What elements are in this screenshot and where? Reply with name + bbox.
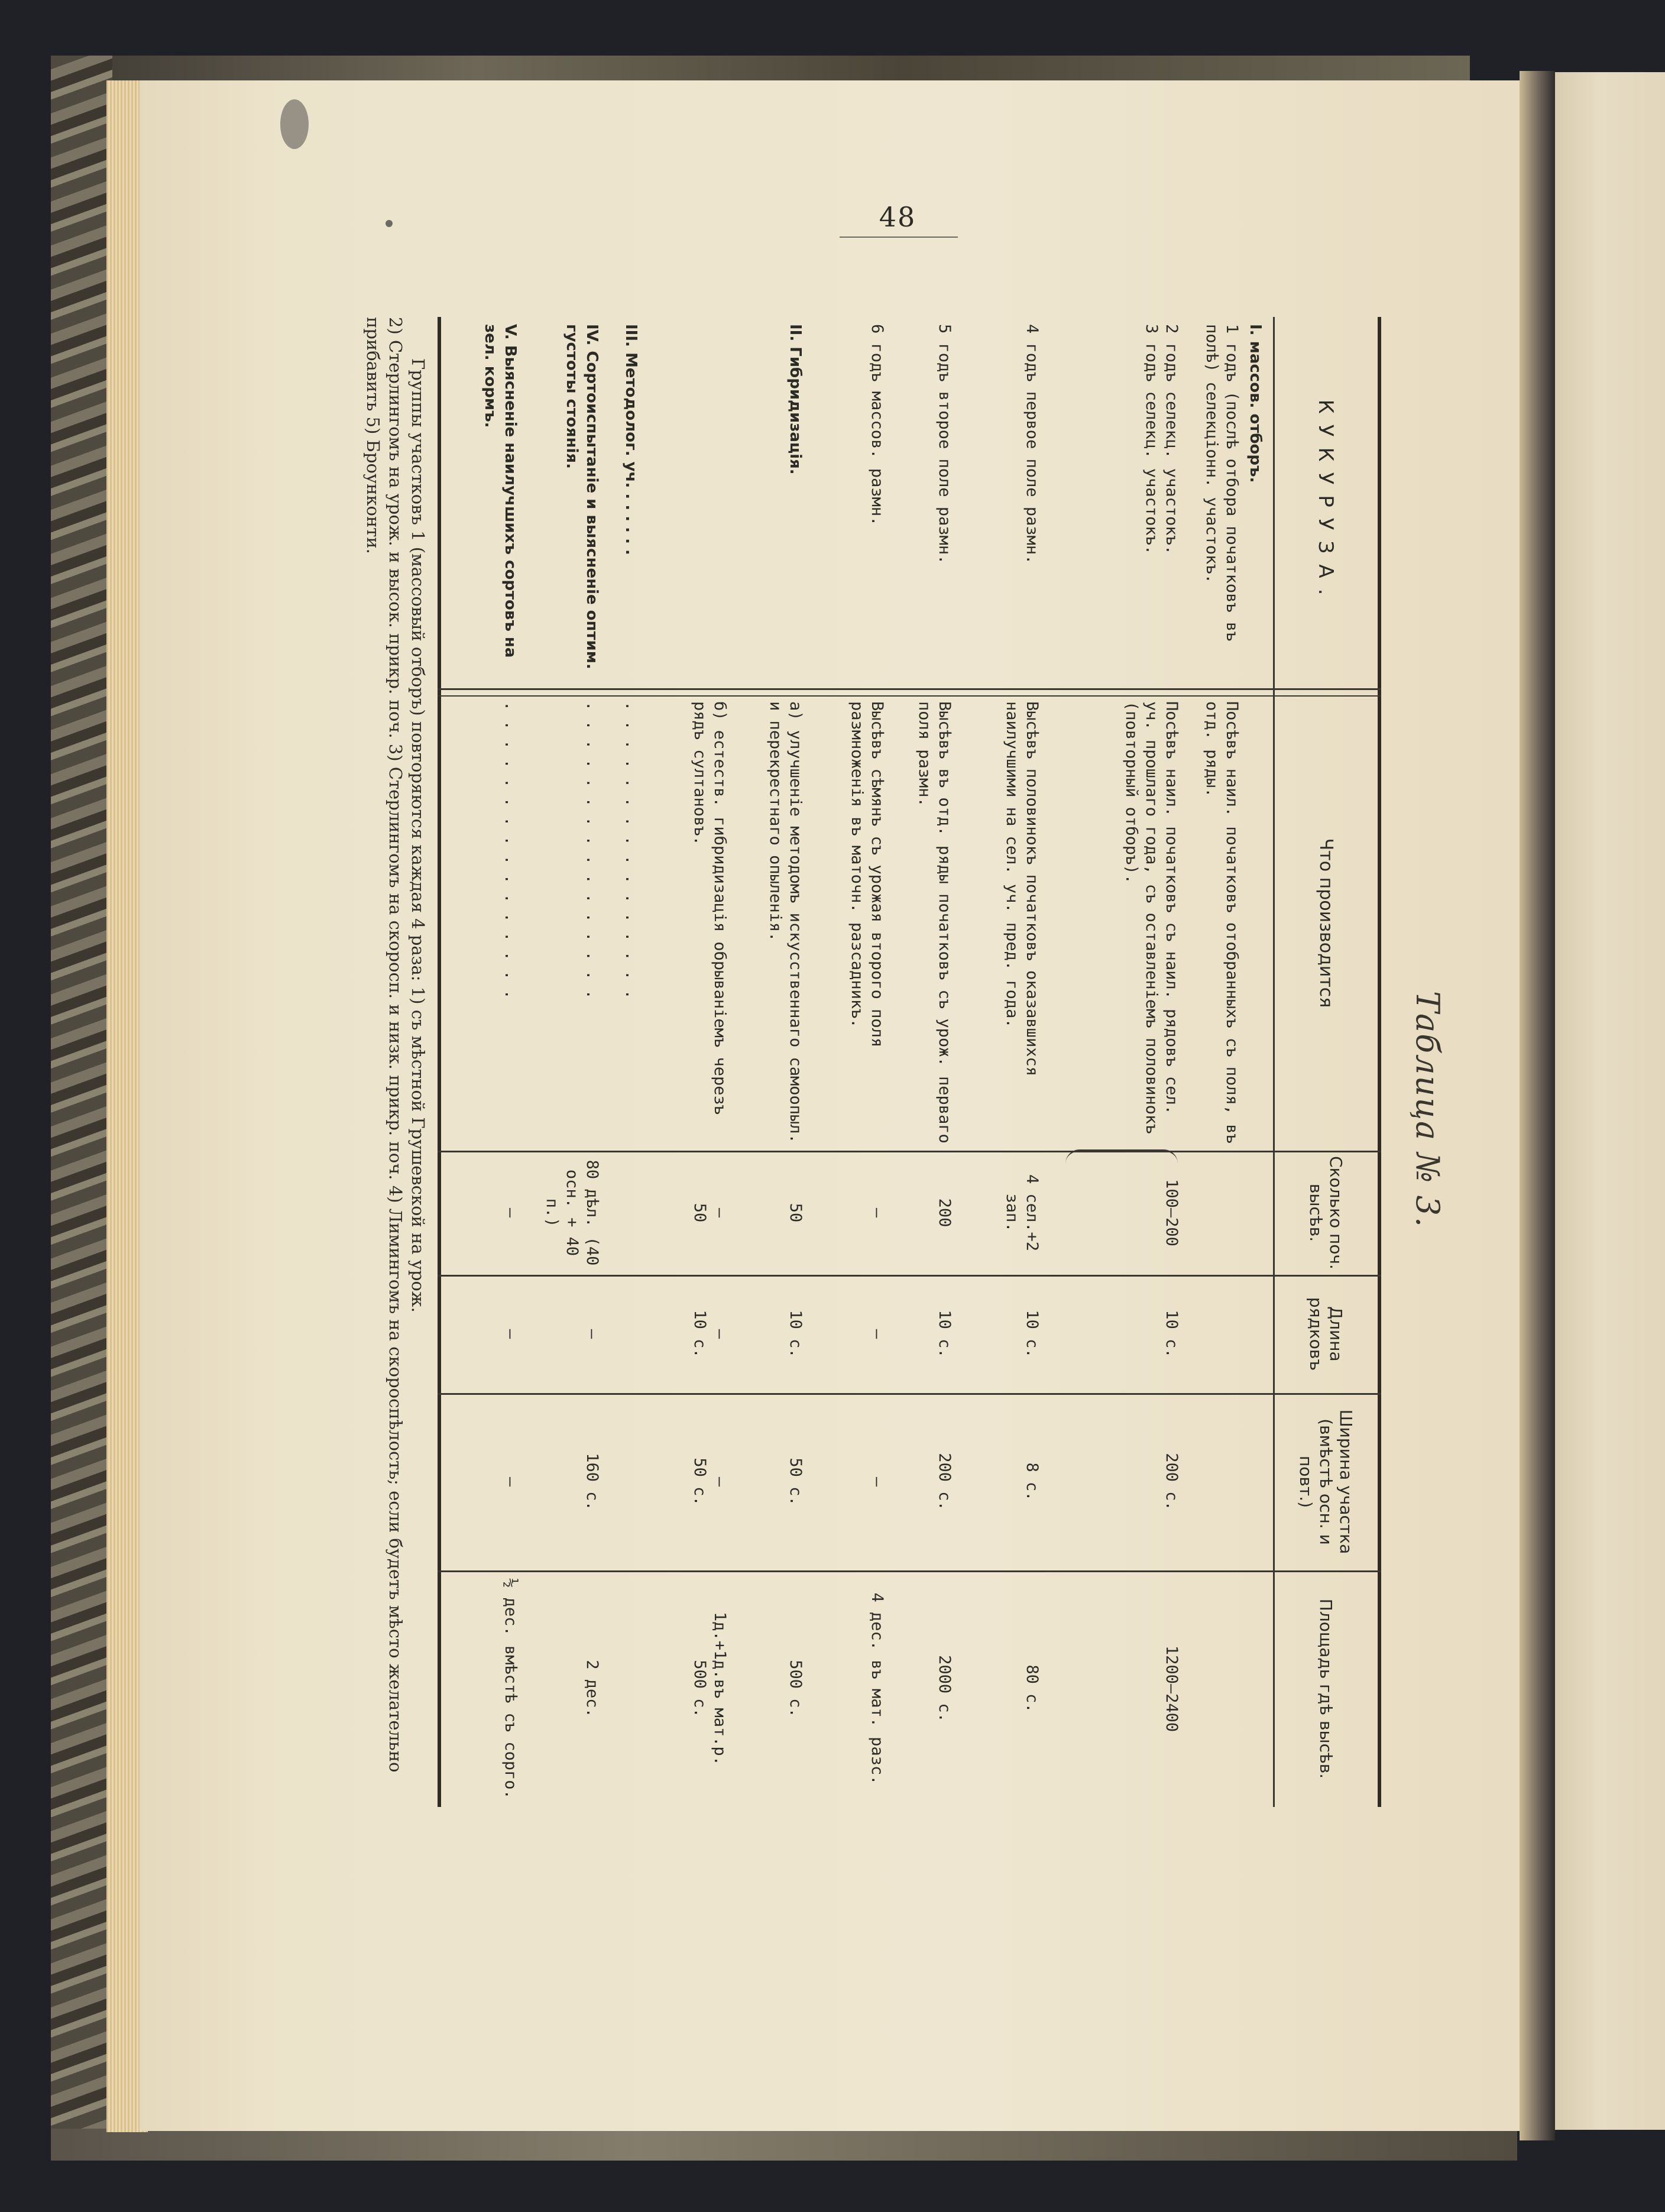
table-cell: . . . . . . . . . . . . . . . . <box>583 701 601 999</box>
table-cell: V. Выясненіе наилучшихъ сортовъ на зел. кормъ. <box>481 324 519 658</box>
table-cell: — <box>868 1476 886 1487</box>
table-cell: 5 годъ второе поле размн. <box>935 324 954 565</box>
table-cell: Высѣвъ въ отд. ряды початковъ съ урож. перваго поля размн. <box>915 701 954 1144</box>
table-header-rule <box>1273 317 1275 1807</box>
rotated-table <box>363 317 1446 1807</box>
table-cell: I. массов. отборъ. <box>1246 324 1264 483</box>
table-cell: 160 с. <box>583 1453 601 1511</box>
table-cell: 80 с. <box>1023 1664 1041 1713</box>
header-width: Ширина участка (вмѣстѣ осн. и повт.) <box>1296 1409 1356 1554</box>
book-gutter <box>1520 71 1555 2140</box>
table-cell: 4 сел.+2 зап. <box>1003 1174 1041 1252</box>
header-how-many: Сколько поч. высѣв. <box>1306 1156 1346 1269</box>
footnote-1: Группы участковъ 1 (массовый отборъ) повторяются каждая 4 раза: 1) съ мѣстной Грушевской на урож. <box>408 358 428 1313</box>
column-divider <box>438 1275 1381 1277</box>
table-cell: 1200—2400 <box>1162 1645 1181 1732</box>
table-cell: — 50 с. <box>691 1458 729 1506</box>
book-cover-bottom <box>51 2129 1517 2161</box>
table-cell: 4 дес. въ мат. разс. <box>868 1592 886 1785</box>
table-bottom-rule <box>438 317 441 1807</box>
table-top-rule <box>1378 317 1381 1807</box>
table-cell: 50 с. <box>786 1458 805 1506</box>
table-cell: 1 годъ (послѣ отбора початковъ въ полѣ) селекціонн. участокъ. <box>1203 324 1241 642</box>
table-cell: — <box>868 1207 886 1218</box>
table-cell: б) естеств. гибридизація обрываніемъ черезъ рядъ султановъ. <box>691 701 729 1115</box>
table-cell: а) улучшеніе методомъ искусственнаго самоопыл. и перекрестнаго опыленія. <box>766 701 805 1144</box>
footnote-2: 2) Стерлингомъ на урож. и высок. прикр. поч. 3) Стерлингомъ на скоросп. и низк. прикр. поч. 4) Лимингомъ на скороспѣлость; если будетъ мѣсто желательно прибавить 5) Броунконти. <box>363 317 406 1773</box>
table-cell: IV. Сортоиспытаніе и выясненіе оптим. густоты стоянія. <box>563 324 601 669</box>
footnotes <box>362 317 429 1807</box>
table-cell: Посѣвъ наил. початковъ отобранныхъ съ поля, въ отд. ряды. <box>1203 701 1241 1144</box>
table-cell: 10 с. <box>786 1310 805 1358</box>
ink-dot <box>386 220 393 227</box>
table-cell: 6 годъ массов. размн. <box>868 324 886 526</box>
table-cell: 2 дес. <box>583 1660 601 1718</box>
facing-page <box>1555 72 1665 2130</box>
table-cell: — 10 с. <box>691 1310 729 1358</box>
header-what: Что производится <box>1316 838 1336 1008</box>
ink-smudge <box>280 99 309 149</box>
table-cell: . . . . . . . . . . . . . . . . <box>501 701 520 999</box>
table-cell: — <box>868 1329 886 1339</box>
column-divider <box>438 695 1381 697</box>
table-cell: 4 годъ первое поле размн. <box>1023 324 1041 565</box>
column-divider <box>438 688 1381 690</box>
grouping-brace <box>1065 1149 1178 1165</box>
table-cell: 10 с. <box>935 1310 954 1358</box>
table-cell: Высѣвъ половинокъ початковъ оказавшихся наилучшими на сел. уч. пред. года. <box>1003 701 1041 1076</box>
book-cover-left <box>51 56 112 2161</box>
table-cell: — <box>501 1476 520 1487</box>
table-cell: 500 с. <box>786 1660 805 1718</box>
table-cell: 8 с. <box>1023 1462 1041 1501</box>
table-cell: 200 с. <box>1162 1453 1181 1511</box>
table-cell: — <box>501 1329 520 1339</box>
column-divider <box>438 1570 1381 1572</box>
table-cell: II. Гибридизація. <box>786 324 804 475</box>
column-divider <box>438 1393 1381 1395</box>
table-cell: 10 с. <box>1023 1310 1041 1358</box>
table-cell: 2000 с. <box>935 1655 954 1722</box>
table-cell: Высѣвъ сѣмянъ съ урожая второго поля размноженія въ маточн. разсадникъ. <box>848 701 886 1048</box>
table-cell: 80 дѣл. (40 осн. + 40 п.) <box>543 1160 601 1266</box>
page-number-rule <box>840 237 958 238</box>
table-cell: — <box>583 1329 601 1339</box>
table-cell: ½ дес. вмѣстѣ съ сорго. <box>501 1578 520 1799</box>
table-cell: — 50 <box>691 1203 729 1223</box>
table-cell: — <box>501 1207 520 1218</box>
header-length: Длина рядковъ <box>1306 1297 1346 1371</box>
table-cell: 100—200 <box>1162 1179 1181 1246</box>
header-area: Площадь гдѣ высѣв. <box>1316 1598 1336 1779</box>
table-cell: 200 <box>935 1198 954 1228</box>
table-cell: 200 с. <box>935 1453 954 1511</box>
table-cell: Посѣвъ наил. початковъ съ наил. рядовъ сел. уч. прошлаго года, съ оставленіемъ половинокъ (повторный отборъ). <box>1122 701 1181 1134</box>
table-cell: 1д.+1д.въ мат.р. 500 с. <box>691 1611 729 1766</box>
table-caption: Таблица № 3. <box>1409 991 1446 1229</box>
table-cell: . . . . . . . . . . . . . . . . <box>622 701 640 999</box>
header-crop: КУКУРУЗА. <box>1314 399 1337 606</box>
table-cell: III. Методолог. уч. . . . . . . <box>622 324 640 555</box>
table-cell: 50 <box>786 1203 805 1223</box>
table-cell: 2 годъ селекц. участокъ. 3 годъ селекц. участокъ. <box>1142 324 1181 555</box>
table-cell: 10 с. <box>1162 1310 1181 1358</box>
page-number: 48 <box>879 201 916 233</box>
